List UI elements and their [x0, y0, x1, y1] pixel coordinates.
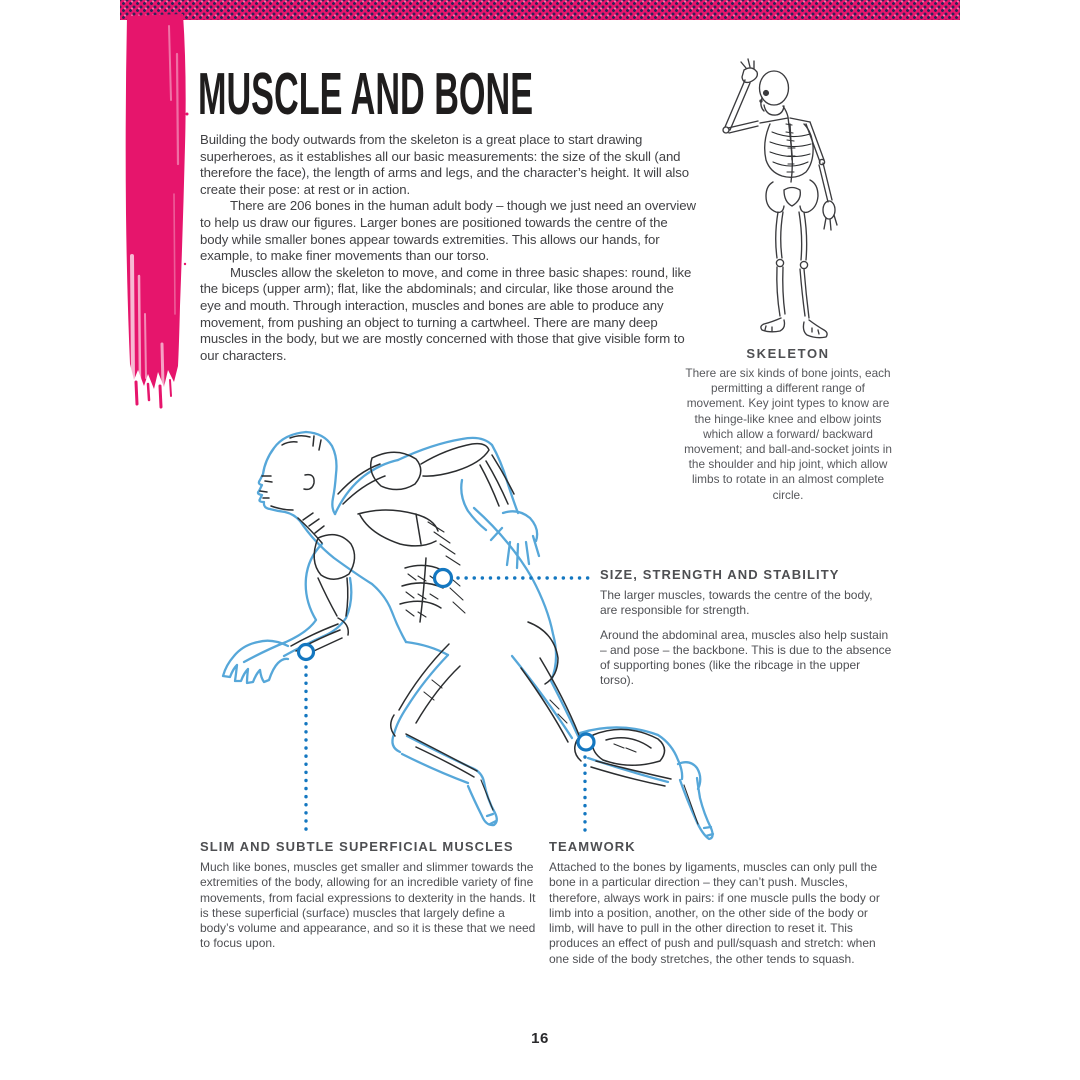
callout-paragraph: The larger muscles, towards the centre of the body, are responsible for strength. — [600, 588, 873, 618]
callout-slim-superficial — [200, 839, 542, 961]
skeleton-heading: SKELETON — [746, 346, 830, 361]
page-number: 16 — [531, 1030, 549, 1047]
intro-text-block — [200, 132, 697, 364]
callout-heading: TEAMWORK — [549, 839, 636, 854]
callout-teamwork — [549, 839, 891, 976]
callout-marker-abdomen-icon — [435, 570, 452, 587]
skeleton-caption: There are six kinds of bone joints, each permitting a different range of movement. Key joint types to know are the hinge-like knee and elbow joints which allow a forward/ backward movement; and ball-and-socket joints in the shoulder and hip joint, which allow limbs to rotate in an almost complete circle. — [684, 366, 892, 502]
brush-stroke-graphic — [117, 14, 191, 412]
callout-size-strength — [600, 567, 892, 698]
callout-marker-knee-icon — [578, 734, 594, 750]
callout-paragraph: Around the abdominal area, muscles also help sustain – and pose – the backbone. This is due to the absence of supporting bones (like the ribcage in the upper torso). — [600, 627, 892, 688]
page-title: MUSCLE AND BONE — [198, 60, 534, 128]
intro-paragraph: There are 206 bones in the human adult body – though we just need an overview to help us draw our figures. Larger bones are positioned towards the centre of the body while smaller bones appear towards extremities. This allows our hands, for example, to make finer movements than our torso. — [200, 198, 696, 264]
intro-paragraph: Muscles allow the skeleton to move, and come in three basic shapes: round, like the biceps (upper arm); flat, like the abdominals; and circular, like those around the eye and mouth. Through interaction, muscles and bones are able to produce any movement, from pushing an object to turning a cartwheel. There are many deep muscles in the body, but we are mostly concerned with those that give visible form to our characters. — [200, 264, 692, 363]
intro-paragraph: Building the body outwards from the skeleton is a great place to start drawing superheroes, as it establishes all our basic measurements: the size of the skull (and therefore the face), the length of arms and legs, and the character’s height. It will also create their pose: at rest or in action. — [200, 132, 689, 197]
callout-heading: SIZE, STRENGTH AND STABILITY — [600, 567, 840, 582]
halftone-top-bar — [120, 0, 960, 20]
callout-paragraph: Much like bones, muscles get smaller and slimmer towards the extremities of the body, allowing for an incredible variety of fine movements, from facial expressions to dexterity in the hands. It is these superficial (surface) muscles that largely define a body’s volume and appearance, and so it is these that we need to focus upon. — [200, 860, 536, 951]
callout-paragraph: Attached to the bones by ligaments, muscles can only pull the bone in a particular direction – they can’t push. Muscles, therefore, always work in pairs: if one muscle pulls the body or limb into a position, another, on the other side of the body or limb, will have to pull in the other direction to reset it. This produces an effect of push and pull/squash and stretch: when one side of the body stretches, the other tends to squash. — [549, 860, 880, 966]
skeleton-illustration — [696, 54, 896, 346]
callout-marker-forearm-icon — [299, 645, 314, 660]
callout-heading: SLIM AND SUBTLE SUPERFICIAL MUSCLES — [200, 839, 514, 854]
